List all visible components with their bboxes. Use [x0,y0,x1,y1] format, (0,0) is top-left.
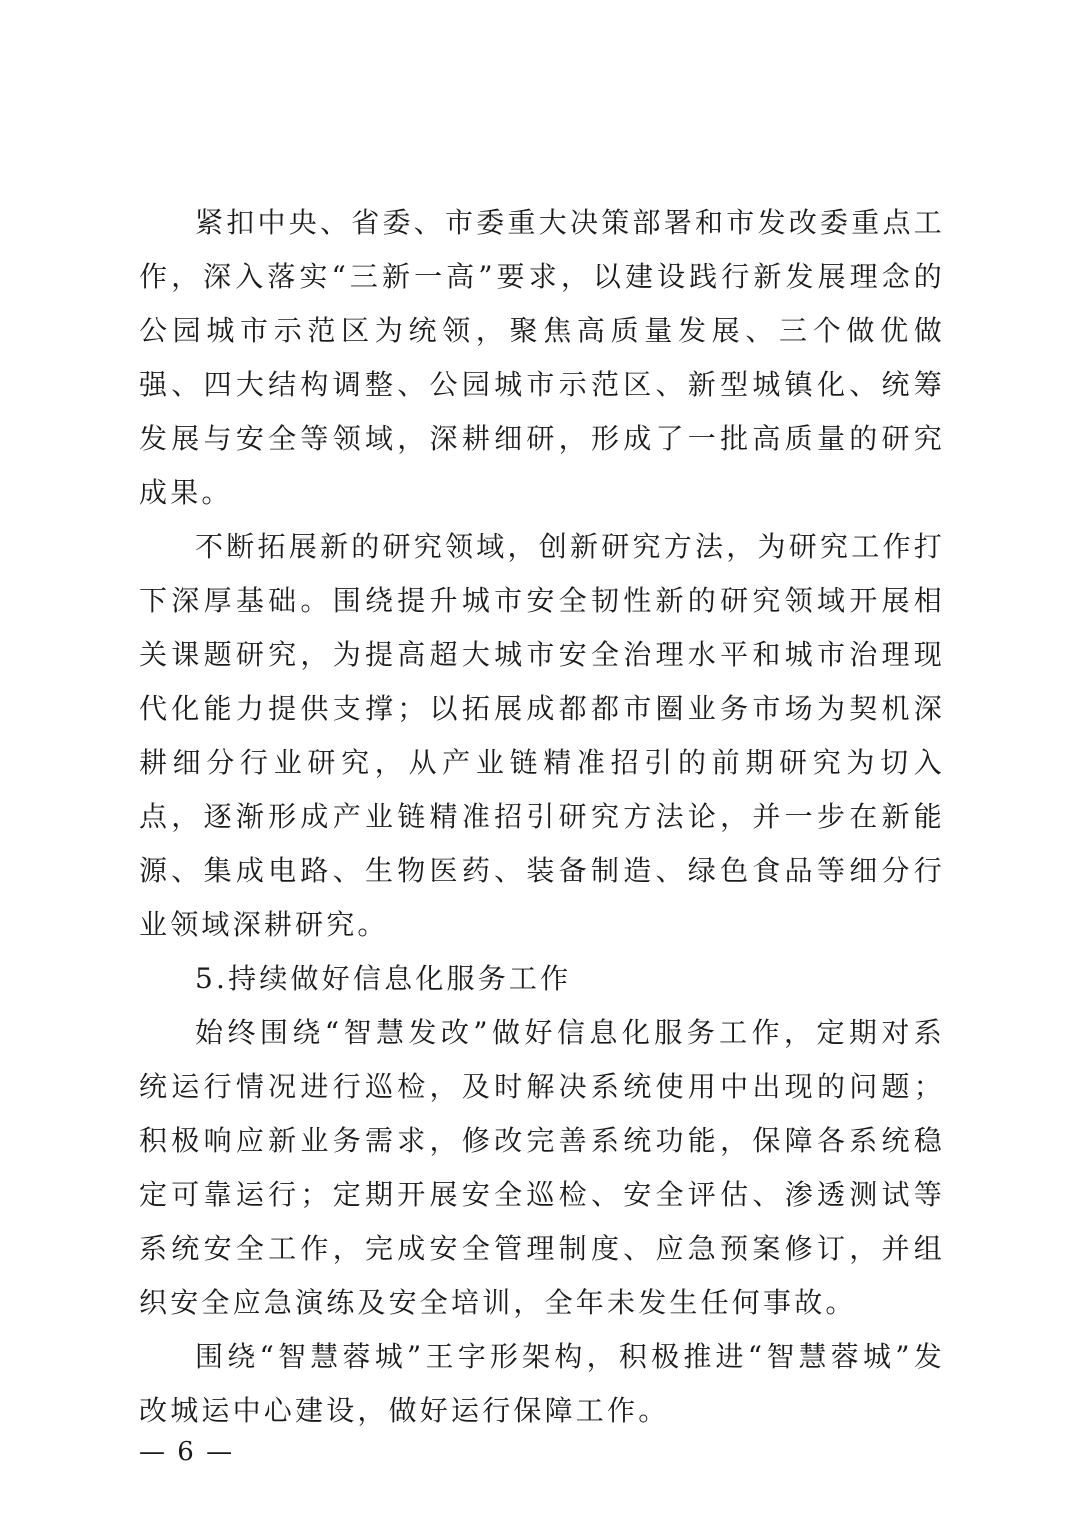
paragraph-research-focus: 紧扣中央、省委、市委重大决策部署和市发改委重点工作，深入落实“三新一高”要求，以建设践行新发展理念的公园城市示范区为统领，聚焦高质量发展、三个做优做强、四大结构调整、公园城市示范区、新型城镇化、统筹发展与安全等领域，深耕细研，形成了一批高质量的研究成果。 [139,206,945,509]
page-number: — 6 — [139,1437,235,1467]
paragraph-research-expansion: 不断拓展新的研究领域，创新研究方法，为研究工作打下深厚基础。围绕提升城市安全韧性新的研究领域开展相关课题研究，为提高超大城市安全治理水平和城市治理现代化能力提供支撑；以拓展成都都市圈业务市场为契机深耕细分行业研究，从产业链精准招引的前期研究为切入点，逐渐形成产业链精准招引研究方法论，并一步在新能源、集成电路、生物医药、装备制造、绿色食品等细分行业领域深耕研究。 [139,530,945,941]
section-heading-informatization: 5.持续做好信息化服务工作 [195,962,572,995]
paragraph-informatization-service: 始终围绕“智慧发改”做好信息化服务工作，定期对系统运行情况进行巡检，及时解决系统使用中出现的问题；积极响应新业务需求，修改完善系统功能，保障各系统稳定可靠运行；定期开展安全巡检、安全评估、渗透测试等系统安全工作，完成安全管理制度、应急预案修订，并组织安全应急演练及安全培训，全年未发生任何事故。 [139,1016,945,1319]
document-body [139,196,945,1438]
paragraph-smart-city: 围绕“智慧蓉城”王字形架构，积极推进“智慧蓉城”发改城运中心建设，做好运行保障工作。 [139,1340,945,1427]
